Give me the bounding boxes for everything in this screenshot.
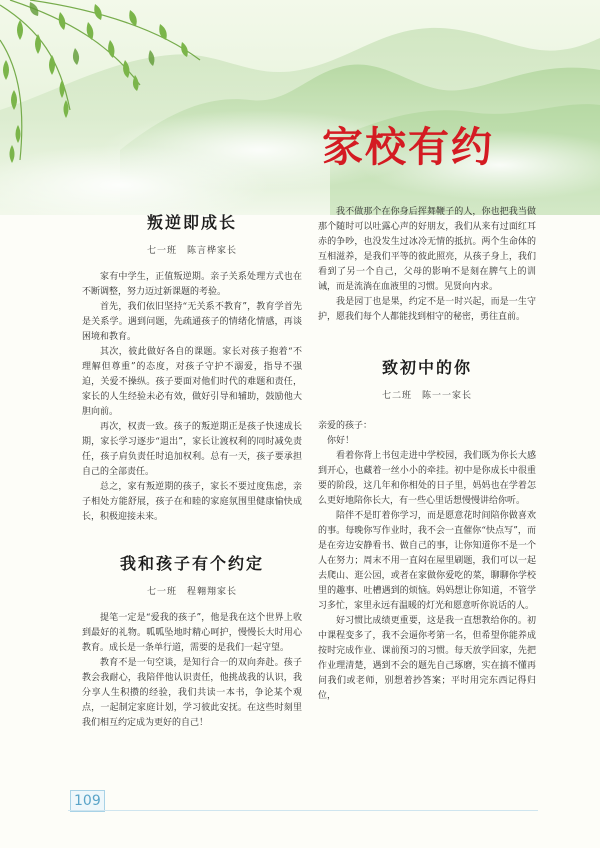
letter-salutation: 亲爱的孩子：: [318, 421, 373, 431]
article-letter: [318, 357, 536, 704]
landscape-illustration: [0, 0, 600, 215]
paragraph: 我不做那个在你身后挥舞鞭子的人，你也把我当做那个随时可以吐露心声的好朋友，我们从来有过面红耳赤的争吵，也没发生过冰冷无情的抵抗。两个生命体的互相滋养，是我们平等的彼此照亮，从孩子身上，我们看到了另一个自己，父母的影响不是刻在脾气上的训诫，而是流淌在血液里的习惯。见贤向内求。: [318, 207, 536, 292]
page-number: 109: [70, 790, 105, 812]
article-title: 叛逆即成长: [146, 213, 237, 232]
page-title: 家校有约: [322, 123, 494, 171]
right-column: [318, 205, 536, 704]
paragraph: 提笔一定是“爱我的孩子”，他是我在这个世界上收到最好的礼物。呱呱坠地时精心呵护，慢慢长大时用心教育。成长是一条单行道，需要的是我们一起守望。: [82, 613, 302, 653]
paragraph: 我是园丁也是果，约定不是一时兴起，而是一生守护，愿我们每个人都能找到相守的秘密，勇往直前。: [318, 297, 536, 322]
header-banner: [0, 0, 600, 215]
article-title: 致初中的你: [381, 358, 472, 377]
paragraph: 看着你背上书包走进中学校园，我们既为你长大感到开心，也藏着一丝小小的牵挂。初中是你成长中很重要的阶段，这几年和你相处的日子里，妈妈也在学着怎么更好地陪你长大，有一些心里话想慢慢讲给你听。: [318, 451, 536, 506]
article-body: [82, 611, 302, 731]
article-rebellion: [82, 212, 302, 525]
paragraph: 再次，权责一致。孩子的叛逆期正是孩子快速成长期，家长学习逐步“退出”，家长让渡权利的同时减免责任，孩子肩负责任时追加权利。总有一天，孩子要承担自己的全部责任。: [82, 422, 302, 477]
paragraph: 首先，我们依旧坚持“无关系不教育”，教育学首先是关系学。遇到问题，先疏通孩子的情绪化情感，再谈困境和教育。: [82, 302, 302, 342]
article-author: 七一班 程翱翔家长: [146, 587, 237, 597]
article-author: 七一班 陈言桦家长: [146, 246, 237, 256]
paragraph: 总之，家有叛逆期的孩子，家长不要过度焦虑，亲子相处方能舒展，孩子在和睦的家庭氛围里健康愉快成长，积极迎接未来。: [82, 482, 302, 522]
article-body: [82, 270, 302, 525]
article-author: 七二班 陈一一家长: [381, 391, 472, 401]
letter-greeting: 你好！: [327, 436, 355, 446]
left-column: [82, 205, 302, 731]
footer-divider: [68, 810, 538, 811]
article-promise: [82, 553, 302, 731]
article-promise-continued: [318, 205, 536, 325]
paragraph: 陪伴不是盯着你学习，而是愿意花时间陪你做喜欢的事。每晚你写作业时，我不会一直催你“快点写”，而是在旁边安静看书、做自己的事，让你知道你不是一个人在努力；周末不用一直闷在屋里刷题，我们可以一起去爬山、逛公园，或者在家做你爱吃的菜，聊聊你学校里的趣事、吐槽遇到的烦恼。妈妈想让你知道，不管学习多忙，家里永远有温暖的灯光和愿意听你说话的人。: [318, 511, 536, 611]
article-title: 我和孩子有个约定: [119, 554, 264, 573]
article-body: [318, 419, 536, 704]
article-body: [318, 205, 536, 325]
paragraph: 其次，彼此做好各自的课题。家长对孩子抱着“不理解但尊重”的态度，对孩子守护不溺爱，指导不强迫，关爱不操纵。孩子要面对他们时代的难题和责任，家长的人生经验未必有效，做好引导和辅助，鼓励他大胆向前。: [82, 347, 302, 417]
paragraph: 好习惯比成绩更重要，这是我一直想教给你的。初中课程变多了，我不会逼你考第一名，但希望你能养成按时完成作业、课前预习的习惯。每天放学回家，先把作业理清楚，遇到不会的题先自己琢磨，实在搞不懂再问我们或老师，别想着抄答案；平时用完东西记得归位，: [318, 616, 536, 701]
paragraph: 家有中学生，正值叛逆期。亲子关系处理方式也在不断调整，努力迈过新课题的考验。: [82, 272, 302, 297]
paragraph: 教育不是一句空谈，是知行合一的双向奔赴。孩子教会我耐心，我陪伴他认识责任，他挑战我的认识，我分享人生积攒的经验，我们共读一本书，争论某个观点，一起制定家庭计划，学习彼此安抚。在这些时刻里我们相互约定成为更好的自己！: [82, 658, 302, 728]
